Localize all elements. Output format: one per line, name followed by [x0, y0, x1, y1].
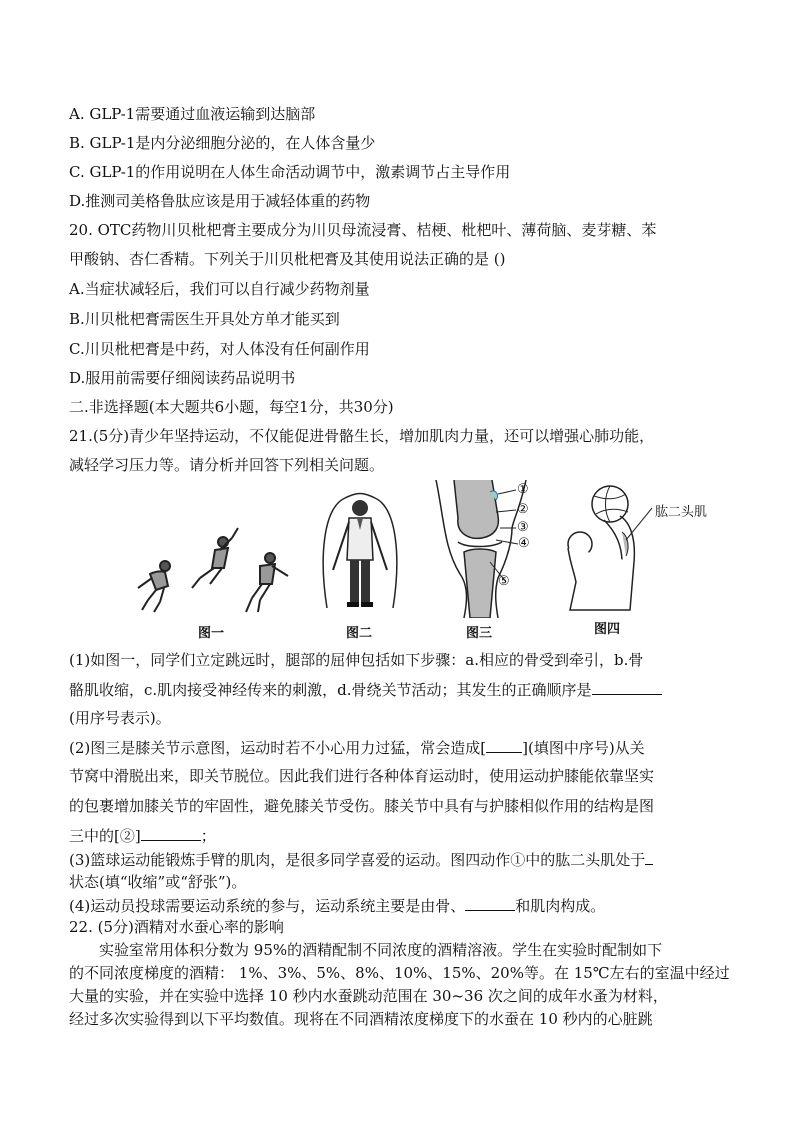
figure-3-caption: 图三: [466, 626, 493, 641]
q19-option-b: B. GLP-1是内分泌细胞分泌的，在人体含量少: [69, 134, 376, 152]
q22-title: 22. (5分)酒精对水蚕心率的影响: [69, 918, 284, 936]
q21-p3-line2: 状态(填“收缩”或“舒张”)。: [69, 873, 247, 891]
knee-marker-3: ③: [517, 520, 529, 535]
knee-marker-4: ④: [518, 536, 530, 551]
knee-marker-2: ②: [517, 502, 529, 517]
biceps-label: 肱二头肌: [655, 505, 708, 520]
figure-2-caption: 图二: [346, 626, 373, 641]
q21-p3-text: (3)篮球运动能锻炼手臂的肌肉，是很多同学喜爱的运动。图四动作①中的肱二头肌处于: [69, 851, 646, 869]
answer-blank[interactable]: [465, 895, 515, 911]
q20-option-b: B.川贝枇杷膏需医生开具处方单才能买到: [69, 310, 340, 328]
figure-3-knee-joint: [430, 478, 550, 618]
q21-p2-text-a: (2)图三是膝关节示意图，运动时若不小心用力过猛，常会造成[: [69, 739, 487, 757]
q22-line1: 实验室常用体积分数为 95%的酒精配制不同浓度的酒精溶液。学生在实验时配制如下: [99, 941, 663, 959]
q21-p2-line4: [69, 825, 216, 846]
q19-option-a: A. GLP-1需要通过血液运输到达脑部: [69, 105, 316, 123]
q22-line2: 的不同浓度梯度的酒精： 1%、3%、5%、8%、10%、15%、20%等。在 15℃左右的室温中经过: [69, 964, 730, 982]
section-heading: 二.非选择题(本大题共6小题，每空1分，共30分): [69, 398, 394, 416]
q22-line3: 大量的实验，并在实验中选择 10 秒内水蚕跳动范围在 30~36 次之间的成年水蚤为材料，: [69, 987, 668, 1005]
q21-p2-text-c: 三中的[②]: [69, 827, 141, 845]
answer-blank[interactable]: [645, 849, 653, 865]
q22-line4: 经过多次实验得到以下平均数值。现将在不同酒精浓度梯度下的水蚕在 10 秒内的心脏跳: [69, 1010, 653, 1028]
answer-blank[interactable]: [141, 825, 201, 841]
q21-p2-line2: 节窝中滑脱出来，即关节脱位。因此我们进行各种体育运动时，使用运动护膝能依靠坚实: [69, 767, 655, 785]
q21-p1-line1: (1)如图一，同学们立定跳远时，腿部的屈伸包括如下步骤：a.相应的骨受到牵引，b.骨: [69, 651, 644, 669]
q21-figures: [110, 478, 710, 641]
q21-p1-text: 骼肌收缩，c.肌肉接受神经传来的刺激，d.骨绕关节活动；其发生的正确顺序是: [69, 681, 592, 699]
q20-option-c: C.川贝枇杷膏是中药，对人体没有任何副作用: [69, 340, 370, 358]
knee-marker-5: ⑤: [498, 574, 510, 589]
q20-option-d: D.服用前需要仔细阅读药品说明书: [69, 369, 296, 387]
figure-2-jump-rope: [315, 478, 405, 618]
q21-p4-text-b: 和肌肉构成。: [515, 897, 606, 915]
q19-option-d: D.推测司美格鲁肽应该是用于减轻体重的药物: [69, 192, 371, 210]
q21-stem-line2: 减轻学习压力等。请分析并回答下列相关问题。: [69, 456, 385, 474]
q21-p2-line3: 的包裹增加膝关节的牢固性，避免膝关节受伤。膝关节中具有与护膝相似作用的结构是图: [69, 797, 655, 815]
figure-1-long-jump: [120, 518, 300, 618]
q21-p1-line3: (用序号表示)。: [69, 709, 171, 727]
q21-p1-line2: [69, 679, 662, 700]
q20-stem-line2: 甲酸钠、杏仁香精。下列关于川贝枇杷膏及其使用说法正确的是 (): [69, 250, 506, 268]
q21-p2-end: ；: [200, 827, 216, 845]
q21-p3-line1: [69, 849, 653, 870]
q19-option-c: C. GLP-1的作用说明在人体生命活动调节中，激素调节占主导作用: [69, 163, 511, 181]
answer-blank[interactable]: [592, 679, 662, 695]
figure-4-caption: 图四: [594, 622, 621, 637]
q20-stem-line1: 20. OTC药物川贝枇杷膏主要成分为川贝母流浸膏、桔梗、枇杷叶、薄荷脑、麦芽糖、苯: [69, 221, 657, 239]
q21-p2-line1: [69, 737, 645, 758]
answer-blank[interactable]: [486, 737, 522, 753]
figure-1-caption: 图一: [198, 626, 225, 641]
q20-option-a: A.当症状减轻后，我们可以自行减少药物剂量: [69, 280, 370, 298]
knee-marker-1: ①: [517, 482, 529, 497]
q21-p2-text-b: ](填图中序号)从关: [522, 739, 645, 757]
q21-stem-line1: 21.(5分)青少年坚持运动，不仅能促进骨骼生长，增加肌肉力量，还可以增强心肺功能，: [69, 427, 655, 445]
q21-p4-line1: [69, 895, 605, 916]
q21-p4-text-a: (4)运动员投球需要运动系统的参与，运动系统主要是由骨、: [69, 897, 466, 915]
